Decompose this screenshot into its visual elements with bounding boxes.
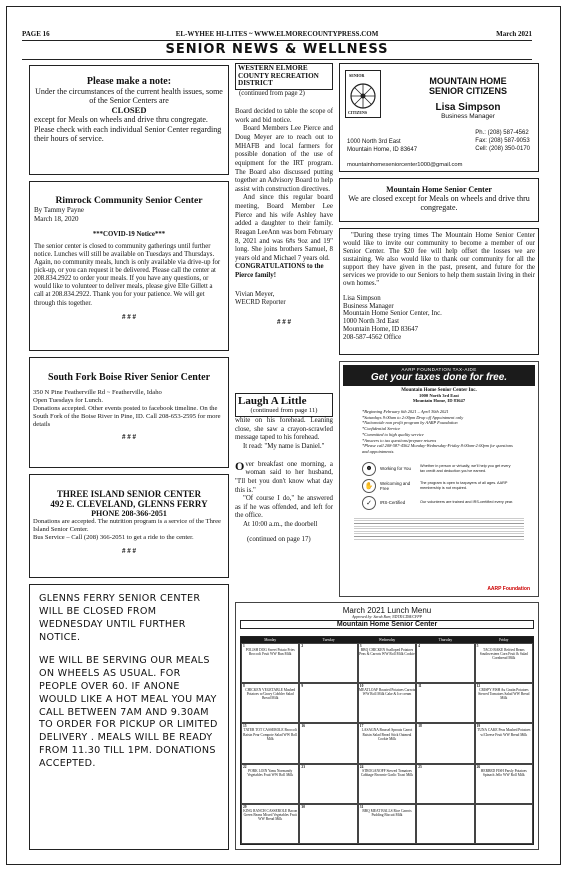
menu-day-items: LASAGNA Brussel Sprouts Carrot Raisin Salad Bread Stick Oatmeal Cookie Milk <box>361 728 413 741</box>
menu-day-cell <box>299 804 357 844</box>
mh-quote-sig5: Mountain Home, ID 83647 <box>343 326 419 334</box>
menu-day-number: 31 <box>359 804 364 809</box>
menu-day-items: PORK LOIN Yams Normandy Vegetables Fruit WW Roll Milk <box>247 768 294 777</box>
menu-day-number: 22 <box>243 764 247 769</box>
checkmark-icon: ✓ <box>362 496 376 510</box>
menu-day-cell <box>299 683 357 723</box>
mhsc-box <box>339 178 539 222</box>
laugh-continued-next: (continued on page 17) <box>247 535 311 543</box>
mh-quote-box <box>339 228 539 355</box>
glenns-meals-text: WE WILL BE SERVING OUR MEALS ON WHEELS AS USUAL. FOR PEOPLE OVER 60. IF ANONE WOULD LIKE A HOT MEAL YOU MAY CALL BETWEEN 7AM AND 9.30AM TO ORDER FOR PICKUP OR LIMITED DELIVERY . MEALS WILL BE READY FROM 11.30 TILL 1PM. DONATIONS ACCEPTED. <box>39 654 218 770</box>
aarp-feature-certified <box>362 496 516 510</box>
logo-bottom-text: CITIZENS <box>348 110 368 115</box>
aarp-bullets <box>340 409 538 455</box>
menu-day-number: 3 <box>359 644 362 648</box>
menu-day-cell <box>358 804 416 844</box>
mhsc-title: Mountain Home Senior Center <box>386 185 492 194</box>
aarp-headline: Get your taxes done for free. <box>370 372 508 383</box>
laugh-title: Laugh A Little <box>238 395 307 407</box>
menu-day-items: MEATLOAF Roasted Potatoes Carrots WW Roll Milk Cake & Ice cream <box>358 688 416 697</box>
aarp-banner <box>343 365 535 386</box>
aarp-bullet-2: *Saturdays 9:00am to 2:00pm Drop off Appointment only <box>362 414 464 420</box>
note-line2: except for Meals on wheels and drive thru congregate. <box>34 115 208 125</box>
wecrd-sig1: Vivian Meyer, <box>235 290 275 298</box>
masthead: EL-WYHEE HI-LITES ~ WWW.ELMORECOUNTYPRESS.COM <box>175 30 379 38</box>
menu-day-items: CRISPY FISH Au Gratin Potatoes Stewed Tomatoes Salad WW Bread Milk <box>478 688 530 701</box>
menu-day-cell <box>358 723 416 763</box>
menu-day-number: 29 <box>243 804 247 809</box>
aarp-kicker: AARP FOUNDATION TAX-AIDE <box>401 367 477 372</box>
menu-day-cell <box>358 643 416 683</box>
laugh-header <box>235 393 333 417</box>
mh-card-phone: Ph.: (208) 587-4562 <box>475 130 529 136</box>
laugh-p2: It read: "My name is Daniel." <box>243 443 325 451</box>
handshake-icon: ✋ <box>362 479 376 493</box>
menu-day-number: 16 <box>301 724 305 729</box>
wecrd-congrats: CONGRATULATIONS to the Pierce family! <box>235 263 324 280</box>
threeisland-phone: PHONE 208-366-2051 <box>91 509 167 518</box>
aarp-bullet-1: *Beginning February 6th 2021 – April 30th 2021 <box>362 409 449 414</box>
aarp-address: 1000 North 3rd East <box>419 393 459 398</box>
lunch-menu <box>235 602 539 850</box>
rimrock-notice: ***COVID-19 Notice*** <box>92 230 166 238</box>
menu-day-items: KING RANCH CASSEROLE Bacon Green Beans Mixed Vegetables Fruit WW Bread Milk <box>243 808 298 822</box>
menu-day-cell <box>475 764 533 804</box>
menu-day-cell <box>299 764 357 804</box>
menu-title: March 2021 Lunch Menu <box>342 606 432 615</box>
rimrock-byline: By Tammy Payne <box>34 206 84 214</box>
menu-day-number: 30 <box>301 804 305 809</box>
southfork-address: 350 N Pine Featherville Rd ~ Featherville, Idaho <box>33 388 162 396</box>
menu-calendar <box>240 636 534 845</box>
menu-center: Mountain Home Senior Center <box>240 620 534 629</box>
aarp-footer: AARP Foundation <box>487 586 530 592</box>
menu-day-cell <box>475 804 533 844</box>
menu-day-header: Wednesday <box>358 637 416 643</box>
mh-quote: "During these trying times The Mountain Home Senior Center would like to invite our community to become a member of our Senior Center. The $20 fee will help offset the losses we are sustaining. We also would like to thank our community for all the support they have given in the past, present, and future for the services we provide to our Seniors to help them sustain living in their own homes." <box>343 232 535 287</box>
mh-card-email: mountainhomeseniorcenter1000@gmail.com <box>347 162 463 168</box>
mh-quote-sig2: Business Manager <box>343 302 394 310</box>
note-line3: Please check with each individual Senior Center regarding their hours of service. <box>34 124 222 143</box>
aarp-feature-welcoming <box>362 479 516 493</box>
menu-day-number: 10 <box>359 684 364 689</box>
rimrock-end: # # # <box>122 312 136 321</box>
menu-day-cell <box>475 683 533 723</box>
menu-day-number: 17 <box>359 724 364 729</box>
laugh-p3-text: ver breakfast one morning, a woman said to her husband, "I'll bet you don't know what day this is." <box>235 460 333 494</box>
menu-day-cell <box>416 643 474 683</box>
wecrd-p3: And since this regular board meeting, Board Member Lee Pierce and his wife Ashley have added a daughter to their family. Reagan LeeAnn was born February 8, 2021 and was 6#s 9oz and 19" long. She joins brothers Samuel, 8 years old and Michael 7 years old. <box>235 194 333 262</box>
laugh-dropcap: O <box>235 458 245 473</box>
mh-quote-sig3: Mountain Home Senior Center, Inc. <box>343 310 442 318</box>
aarp-city: Mountain Home, ID 83647 <box>412 398 466 403</box>
menu-day-cell <box>416 723 474 763</box>
laugh-p1: white on his forehead. Leaning close, she saw a crayon-scrawled message taped to his forehead. <box>235 417 333 442</box>
header-rule <box>22 40 532 41</box>
wecrd-p1: Board decided to table the scope of work and bid notice. <box>235 108 333 124</box>
threeisland-end: # # # <box>122 546 136 555</box>
mh-quote-sig4: 1000 North 3rd East <box>343 318 400 326</box>
note-closed: CLOSED <box>111 105 147 116</box>
glenns-ferry-box <box>29 584 229 850</box>
note-box <box>29 65 229 175</box>
menu-day-items: HERBED FISH Parsly Potatoes Spinach Jello WW Roll Milk <box>480 768 527 777</box>
southfork-box <box>29 357 229 468</box>
threeisland-box <box>29 474 229 578</box>
menu-day-number: 25 <box>418 764 422 769</box>
menu-day-items: POLISH DOG Sweet Potato Fries Broccoli Fruit WW Bun Milk <box>245 648 295 657</box>
menu-day-cell <box>241 643 299 683</box>
menu-day-number: 26 <box>476 764 481 769</box>
menu-day-items: STROGANOFF Stewed Tomatoes Cabbage Brownie Garlic Toast Milk <box>360 768 414 777</box>
menu-approved: Approved by: Sarah Barr, NDTR/CDM/CFPP <box>352 615 422 619</box>
menu-day-cell <box>416 764 474 804</box>
threeisland-body2: Bus Service – Call (208) 366-2051 to get a ride to the center. <box>33 534 194 542</box>
menu-day-number: 19 <box>476 724 481 729</box>
laugh-p3 <box>235 458 333 496</box>
aarp-fine-print <box>354 516 524 540</box>
wecrd-title: WESTERN ELMORE COUNTY RECREATION DISTRICT <box>235 63 333 90</box>
menu-day-items: TUNA CAKE Peas Mashed Potatoes w/Cheese Fruit WW Bread Milk <box>477 728 531 737</box>
aarp-features <box>340 455 538 510</box>
aarp-bullet-6: *Answers to tax questions/prepare returns <box>362 437 437 443</box>
menu-day-cell <box>299 643 357 683</box>
menu-day-cell <box>241 683 299 723</box>
menu-day-cell <box>475 643 533 683</box>
rimrock-title: Rimrock Community Senior Center <box>55 195 203 206</box>
menu-day-cell <box>241 764 299 804</box>
threeisland-address: 492 E. CLEVELAND, GLENNS FERRY <box>50 499 208 509</box>
aarp-bullet-5: *Committed to high quality service <box>362 431 424 437</box>
menu-day-header: Tuesday <box>299 637 357 643</box>
laugh-p5: At 10:00 a.m., the doorbell <box>243 521 318 529</box>
menu-day-cell <box>416 804 474 844</box>
wecrd-sig2: WECRD Reporter <box>235 299 286 307</box>
menu-day-items: CHICKEN VEGETABLE Mashed Potatoes w/Gravy Cobbler Salad Bread Milk <box>245 688 296 701</box>
wecrd-continued: (continued from page 2) <box>239 89 305 97</box>
menu-day-cell <box>358 683 416 723</box>
menu-day-number: 9 <box>301 684 304 689</box>
note-line1: Under the circumstances of the current health issues, some of the Senior Centers are <box>35 87 223 106</box>
aarp-feature-3-title: IRS-Certified <box>380 500 406 506</box>
menu-day-number: 11 <box>418 684 422 689</box>
issue-date: March 2021 <box>496 30 532 38</box>
page-number: PAGE 16 <box>22 30 50 38</box>
menu-day-number: 2 <box>301 644 304 648</box>
mh-card-heading <box>400 76 536 120</box>
wagon-wheel-icon <box>346 81 380 111</box>
rimrock-body: The senior center is closed to community gatherings until further notice. Lunches will still be available on Tuesdays and Thursdays. Again, no community meals, lunch is only available via drive-up for pick-up, or you can request it be delivered. Please call the center at 208.834.2922 to order your meals. If you have any questions, or would like to volunteer to deliver meals, please give Elle Gillett a call at 208.834.2922. Thank you for your patience. We will get through this together. <box>34 242 221 307</box>
menu-day-cell <box>475 723 533 763</box>
threeisland-body1: Donations are accepted. The nutrition program is a service of the Three Island Senior Center. <box>33 518 221 534</box>
aarp-feature-2-text: The program is open to taxpayers of all ages. AARP membership is not required. <box>420 481 508 490</box>
aarp-feature-1-text: Whether in person or virtually, we'll help you get every tax credit and deduction you've earned. <box>420 464 511 473</box>
menu-day-cell <box>241 804 299 844</box>
mh-card-addr1: 1000 North 3rd East <box>347 139 401 145</box>
glenns-closed-text: GLENNS FERRY SENIOR CENTER WILL BE CLOSED FROM WEDNESDAY UNTIL FURTHER NOTICE. <box>39 593 201 643</box>
menu-day-number: 18 <box>418 724 422 729</box>
menu-day-number: 15 <box>243 724 247 729</box>
menu-day-header: Thursday <box>416 637 474 643</box>
logo-top-text: SENIOR <box>349 73 365 78</box>
section-banner: SENIOR NEWS & WELLNESS <box>165 42 389 57</box>
mh-card-cell: Cell: (208) 350-0170 <box>475 145 530 152</box>
menu-day-number: 1 <box>243 644 245 648</box>
mh-card-role: Business Manager <box>441 113 495 120</box>
aarp-tax-aide-ad <box>339 361 539 597</box>
wecrd-p2: Board Members Lee Pierce and Doug Meyer are to reach out to MHAFB and local farmers for possible donation of the use of equipment for the IRT program. The Board also discussed putting together an Advisory Board to help assist with construction directives. <box>235 125 333 193</box>
rimrock-date: March 18, 2020 <box>34 214 79 223</box>
mh-quote-sig6: 208-587-4562 Office <box>343 334 402 342</box>
aarp-foundation-logo <box>487 586 530 592</box>
rimrock-box <box>29 181 229 351</box>
aarp-feature-2-title: Welcoming and Free <box>380 480 411 491</box>
aarp-bullet-3: *Nationwide non profit program by AARP Foundation <box>362 420 458 426</box>
page-header <box>22 27 532 41</box>
menu-day-header: Friday <box>475 637 533 643</box>
southfork-end: # # # <box>122 432 136 441</box>
menu-day-number: 4 <box>418 644 420 648</box>
menu-day-number: 5 <box>476 644 479 648</box>
wecrd-end: # # # <box>277 317 291 326</box>
laugh-p4: "Of course I do," he answered as if he was offended, and left for the office. <box>235 495 333 520</box>
aarp-bullet-7: *Please call 208-587-4562 Monday-Wednesday-Friday 8:00am-2:00pm for questions and appointments. <box>362 443 513 455</box>
laugh-article <box>235 393 333 593</box>
aarp-feature-3-text: Our volunteers are trained and IRS-certified every year. <box>420 500 514 505</box>
person-icon: ☻ <box>362 462 376 476</box>
mh-card-org2: SENIOR CITIZENS <box>428 86 507 96</box>
mh-quote-sig1: Lisa Simpson <box>343 294 381 302</box>
aarp-feature-1-title: Working for You <box>380 466 411 472</box>
mhsc-body: We are closed except for Meals on wheels and drive thru congregate. <box>348 194 530 213</box>
mh-card-address <box>347 139 417 155</box>
menu-day-number: 23 <box>301 764 305 769</box>
southfork-title: South Fork Boise River Senior Center <box>47 372 211 383</box>
mh-card-name: Lisa Simpson <box>435 102 501 113</box>
senior-citizens-logo <box>345 70 381 118</box>
aarp-bullet-4: *Confidential Service <box>362 426 401 432</box>
menu-day-items: TACO BAKE Refried Beans Southwestern Corn Fruit & Salad Cornbread Milk <box>479 648 528 661</box>
menu-day-cell <box>241 723 299 763</box>
banner-rule <box>22 59 532 60</box>
mh-card-phones <box>475 130 530 153</box>
southfork-hours: Open Tuesdays for Lunch. <box>33 396 103 404</box>
menu-day-cell <box>299 723 357 763</box>
aarp-center: Mountain Home Senior Center Inc. <box>401 388 477 393</box>
menu-day-items: BBQ CHICKEN Scalloped Potatoes Peas & Carrots WW Roll Milk Cookie <box>359 648 415 657</box>
mh-card-fax: Fax: (208) 587-9053 <box>475 137 530 144</box>
note-title: Please make a note: <box>86 76 172 87</box>
menu-day-cell <box>416 683 474 723</box>
menu-day-number: 24 <box>359 764 364 769</box>
wecrd-article <box>235 63 333 388</box>
aarp-feature-working <box>362 462 516 476</box>
menu-day-cell <box>358 764 416 804</box>
mh-card-addr2: Mountain Home, ID 83647 <box>347 146 418 153</box>
menu-day-header: Monday <box>241 637 299 643</box>
laugh-continued: (continued from page 11) <box>250 407 318 414</box>
mh-card-org1: MOUNTAIN HOME <box>429 76 507 86</box>
menu-day-items: TATER TOT CASSEROLE Broccoli Raisin Pear Compote Salad WW Roll Milk <box>243 728 298 741</box>
menu-day-number: 12 <box>476 684 481 689</box>
mh-business-card <box>339 63 539 172</box>
southfork-body: Donations accepted. Other events posted to facebook timeline. On the South Fork of the Boise River in Pine, ID. Call 208-653-2595 for more details <box>33 404 221 429</box>
threeisland-title: THREE ISLAND SENIOR CENTER <box>56 489 202 499</box>
menu-day-items: BBQ MEAT BALLS Rice Carrots Pudding Biscuit Milk <box>362 808 412 817</box>
menu-day-number: 8 <box>243 684 245 689</box>
